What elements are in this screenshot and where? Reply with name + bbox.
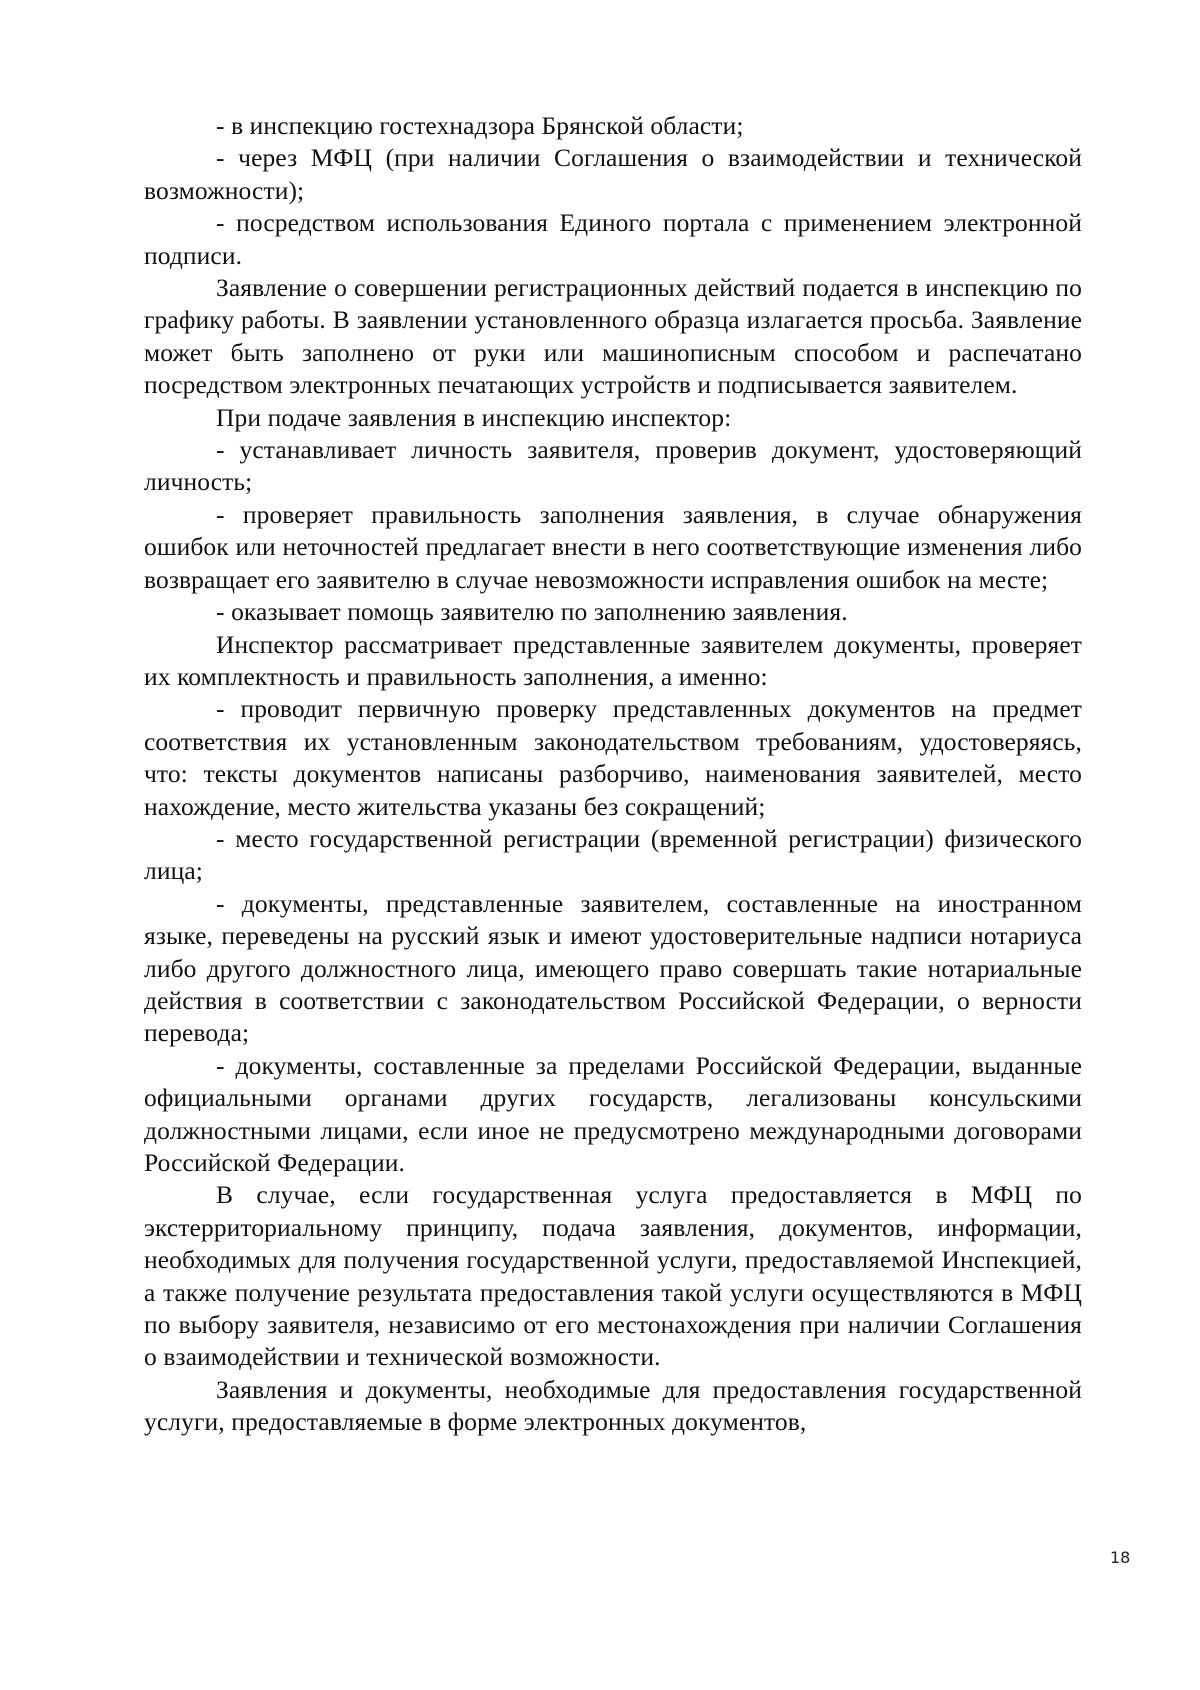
page-number: 18 [1110,1548,1131,1567]
paragraph-application-submission: Заявление о совершении регистрационных действий подается в инспекцию по графику работы. В заявлении установленного образца излагается просьба. Заявление может быть заполнено от руки или машинописным способом и распечатано посредством электронных печатающих устройств и подписывается заявителем. [144,273,1082,400]
paragraph-electronic-documents: Заявления и документы, необходимые для предоставления государственной услуги, предоставляемые в форме электронных документов, [144,1374,1082,1437]
paragraph-document-review: Инспектор рассматривает представленные заявителем документы, проверяет их комплектность и правильность заполнения, а именно: [144,629,1082,691]
paragraph-extraterritorial-principle: В случае, если государственная услуга предоставляется в МФЦ по экстерриториальному принципу, подача заявления, документов, информации, необходимых для получения государственной услуги, предоставляемой Инспекцией, а также получение результата предоставления такой услуги осуществляются в МФЦ по выбору заявителя, независимо от его местонахождения при наличии Соглашения о взаимодействии и технической возможности. [144,1180,1082,1372]
list-item-unified-portal: - посредством использования Единого портала с применением электронной подписи. [144,208,1082,270]
list-item-correctness-check: - проверяет правильность заполнения заявления, в случае обнаружения ошибок или неточностей предлагает внести в него соответствующие изменения либо возвращает его заявителю в случае невозможности исправления ошибок на месте; [144,499,1082,594]
list-item-foreign-issued-docs: - документы, составленные за пределами Российской Федерации, выданные официальными органами других государств, легализованы консульскими должностными лицами, если иное не предусмотрено международными договорами Российской Федерации. [144,1050,1082,1177]
list-item-primary-check: - проводит первичную проверку представленных документов на предмет соответствия их установленным законодательством требованиям, удостоверяясь, что: тексты документов написаны разборчиво, наименования заявителей, место нахождение, место жительства указаны без сокращений; [144,694,1082,821]
paragraph-inspector-actions-intro: При подаче заявления в инспекцию инспектор: [216,402,732,432]
list-item-assistance: - оказывает помощь заявителю по заполнению заявления. [216,597,848,627]
list-item-identity-check: - устанавливает личность заявителя, проверив документ, удостоверяющий личность; [144,435,1082,497]
list-item-gostekhnadzor: - в инспекцию гостехнадзора Брянской области; [216,111,744,140]
list-item-foreign-language-docs: - документы, представленные заявителем, составленные на иностранном языке, переведены на русский язык и имеют удостоверительные надписи нотариуса либо другого должностного лица, имеющего право совершать такие нотариальные действия в соответствии с законодательством Российской Федерации, о верности перевода; [144,888,1082,1048]
list-item-registration-place: - место государственной регистрации (временной регистрации) физического лица; [144,823,1082,886]
document-body [144,110,1082,1439]
list-item-mfc: - через МФЦ (при наличии Соглашения о взаимодействии и технической возможности); [144,143,1082,205]
